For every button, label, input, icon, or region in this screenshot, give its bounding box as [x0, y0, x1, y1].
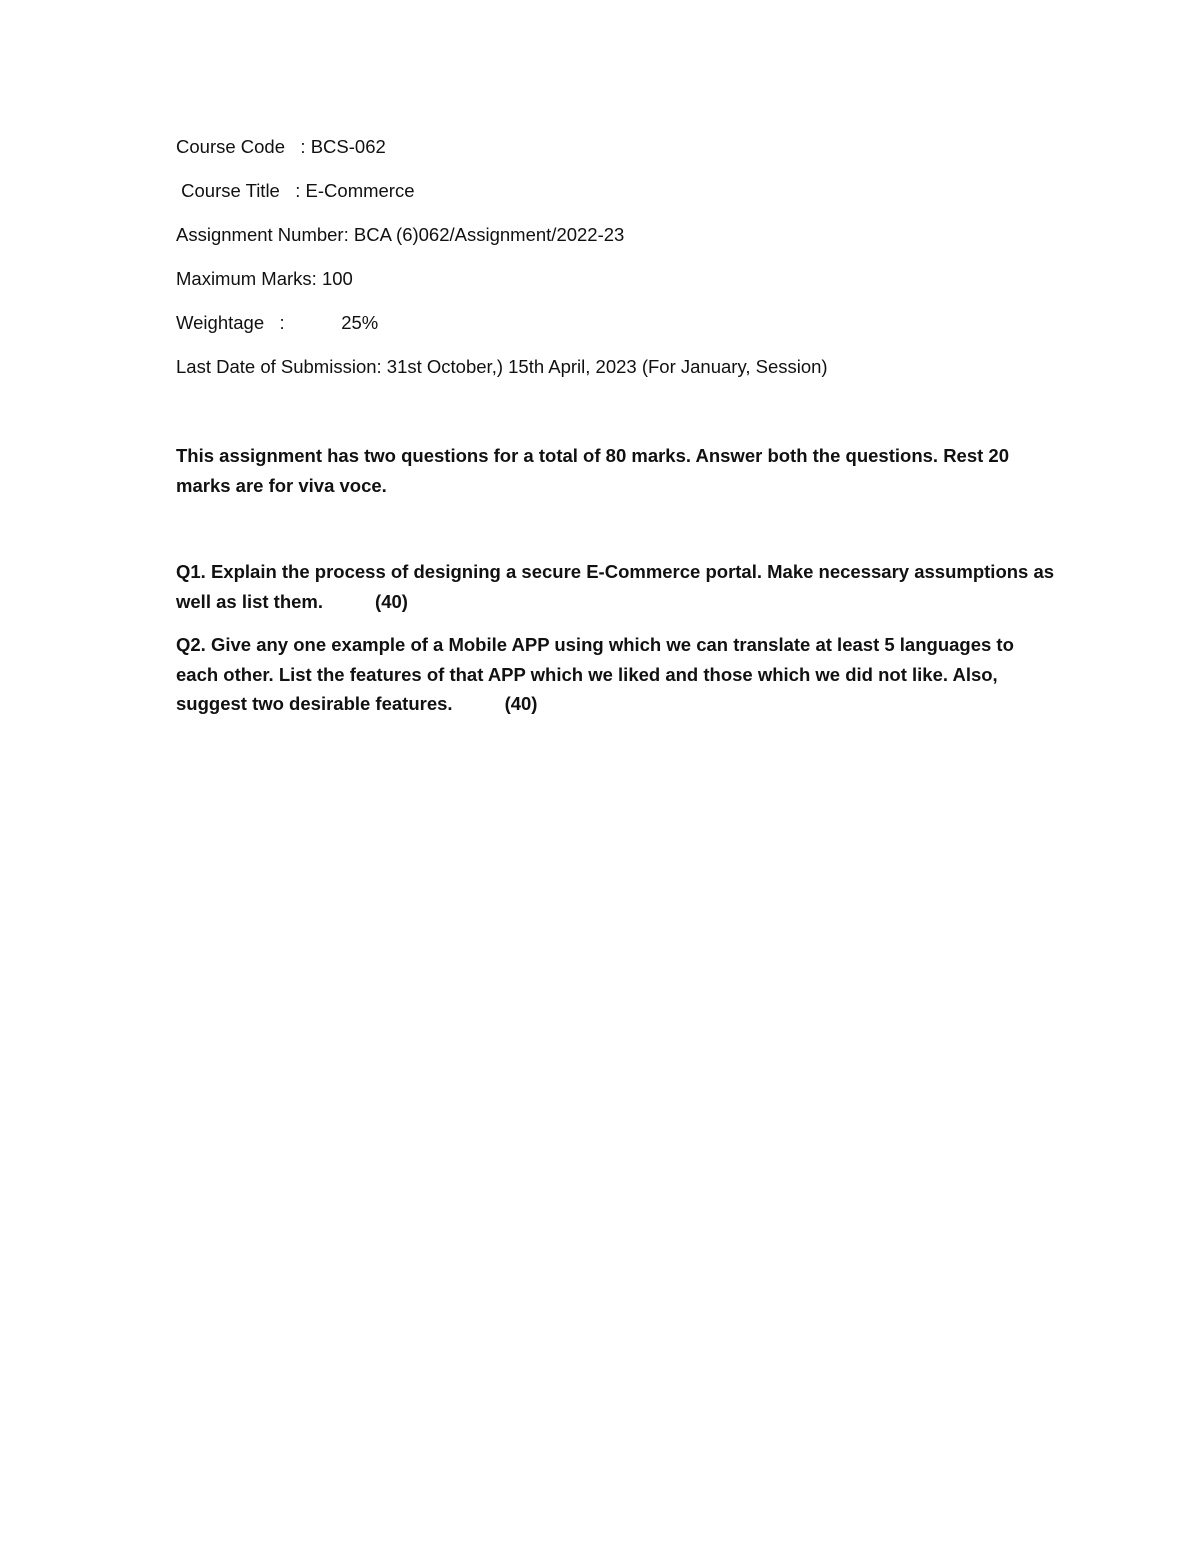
assignment-number: Assignment Number: BCA (6)062/Assignment/2022-23: [176, 224, 625, 245]
question-2-marks: (40): [504, 693, 538, 714]
question-2: [176, 630, 1046, 719]
last-date-of-submission: Last Date of Submission: 31st October,) 15th April, 2023 (For January, Session): [176, 356, 828, 377]
course-title: Course Title : E-Commerce: [176, 180, 415, 201]
course-code: Course Code : BCS-062: [176, 136, 386, 157]
question-2-text: Q2. Give any one example of a Mobile APP using which we can translate at least 5 languages to each other. List the features of that APP which we liked and those which we did not like. Also, suggest two desirable features.: [176, 634, 1014, 714]
weightage: Weightage : 25%: [176, 312, 379, 333]
question-1: [176, 557, 1066, 616]
maximum-marks: Maximum Marks: 100: [176, 268, 353, 289]
question-1-marks: (40): [375, 590, 408, 612]
question-1-text: Q1. Explain the process of designing a secure E-Commerce portal. Make necessary assumptions as well as list them.: [176, 561, 1055, 612]
instructions-paragraph: This assignment has two questions for a total of 80 marks. Answer both the questions. Rest 20 marks are for viva voce.: [176, 445, 1010, 496]
